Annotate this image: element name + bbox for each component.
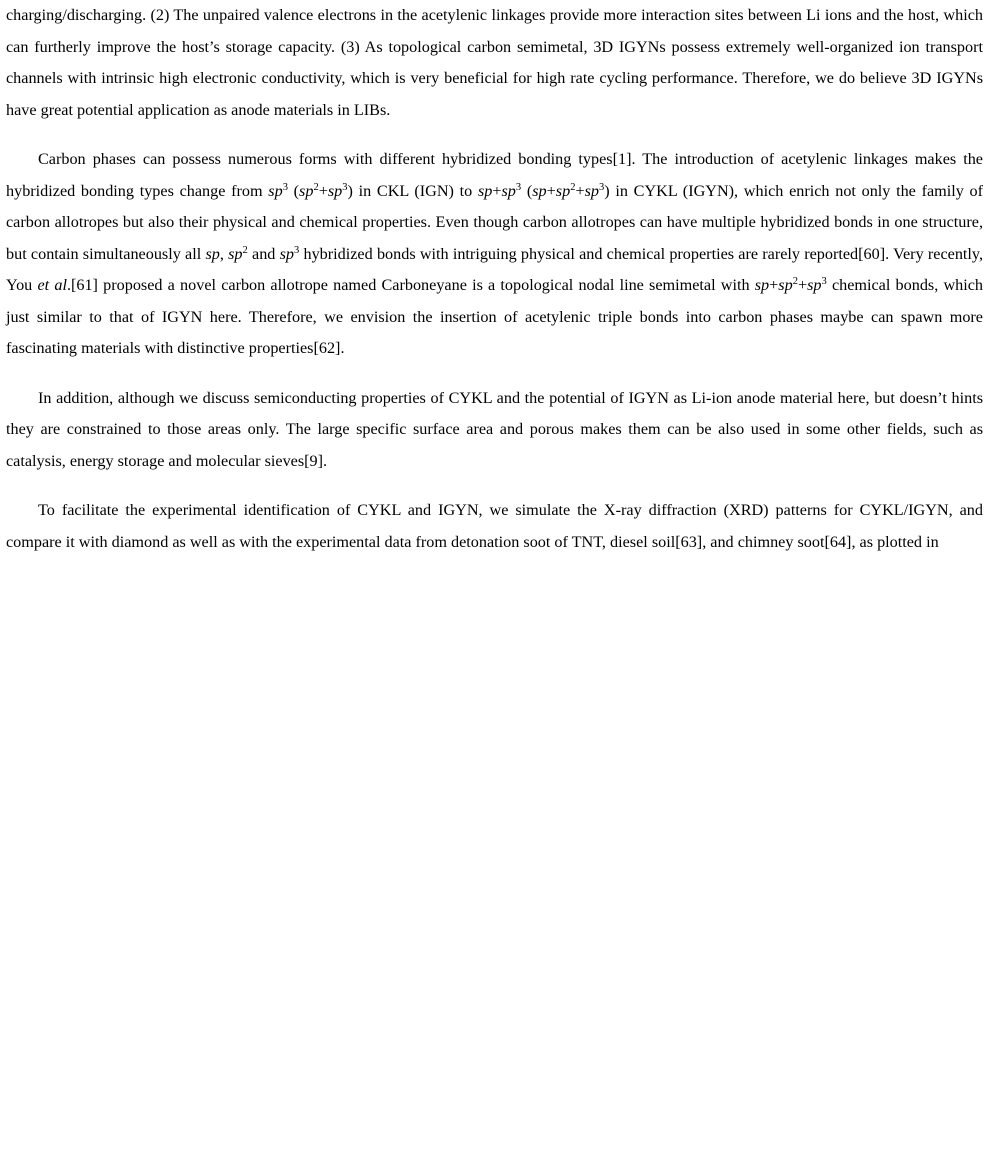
text-run: + [546, 181, 556, 200]
text-run: + [318, 181, 328, 200]
paragraph-xrd [6, 495, 983, 558]
text-run: + [797, 276, 808, 294]
text-run: ( [521, 181, 533, 200]
italic-sp: sp [299, 181, 314, 200]
italic-sp: sp [501, 181, 516, 200]
text-run: in CYKL (IGYN), which enrich not only the family of carbon allotropes but also their physical and chemical properties. Even though carbon allotropes can have multiple hybridized bonds in one structure, but contain simultaneously all [6, 181, 984, 263]
italic-sp: sp [584, 181, 599, 200]
paragraph-applications [6, 383, 983, 478]
text-run: + [769, 276, 779, 294]
text-run: and [247, 244, 280, 263]
text-run: ( [287, 181, 300, 200]
paragraph-continuation [6, 0, 983, 126]
italic-sp: sp [279, 244, 295, 263]
text-run: Carbon phases can possess numerous forms with different hybridized bonding types[1]. The introduction of acetylenic linkages makes the hybridized bonding types change from [6, 150, 983, 200]
paragraph-text: In addition, although we discuss semiconducting properties of CYKL and the potential of IGYN as Li-ion anode material here, but doesn’t hints they are constrained to those areas only. The large specific surface area and porous makes them can be also used in some other fields, such as catalysis, energy storage and molecular sieves[9]. [6, 388, 983, 470]
superscript: 3 [599, 181, 605, 193]
italic-sp: sp [327, 181, 343, 200]
italic-sp: sp [532, 181, 547, 200]
italic-sp: sp [754, 276, 770, 294]
text-run: + [575, 181, 585, 200]
superscript: 3 [282, 181, 288, 193]
text-run: + [492, 181, 502, 200]
italic-sp: sp [268, 181, 283, 200]
italic-sp: sp [807, 276, 822, 294]
italic-al: al [54, 276, 67, 294]
superscript: 3 [515, 181, 522, 193]
superscript: 2 [242, 244, 248, 256]
superscript: 2 [792, 276, 798, 287]
italic-et: et [37, 276, 50, 294]
text-run: ) [604, 181, 610, 200]
superscript: 3 [294, 244, 300, 256]
text-run: .[61] proposed a novel carbon allotrope named Carboneyane is a topological nodal line semimetal with [66, 276, 755, 294]
superscript: 3 [342, 181, 348, 193]
superscript: 2 [570, 181, 576, 193]
text-run: in CKL (IGN) to [352, 181, 478, 200]
text-run: hybridized bonds with intriguing physical and chemical properties are rarely reported[60]. Very recently, You [6, 244, 984, 294]
superscript: 3 [821, 276, 827, 287]
italic-sp: sp [778, 276, 793, 294]
paragraph-text: To facilitate the experimental identification of CYKL and IGYN, we simulate the X-ray diffraction (XRD) patterns for CYKL/IGYN, and compare it with diamond as well as with the experimental data from detonation soot of TNT, diesel soil[63], and chimney soot[64], as plotted in [6, 501, 983, 551]
paragraph-hybridized-bonding [6, 144, 983, 365]
text-run: chemical bonds, which just similar to that of IGYN here. Therefore, we envision the insertion of acetylenic triple bonds into carbon phases maybe can spawn more fascinating materials with distinctive properties[62]. [6, 276, 984, 357]
italic-sp: sp [477, 181, 493, 200]
text-run: ) [347, 181, 353, 200]
italic-sp: sp [228, 244, 243, 263]
paragraph-text: charging/discharging. (2) The unpaired valence electrons in the acetylenic linkages provide more interaction sites between Li ions and the host, which can furtherly improve the host’s storage capacity. (3) As topological carbon semimetal, 3D IGYNs possess extremely well-organized ion transport channels with intrinsic high electronic conductivity, which is very beneficial for high rate cycling performance. Therefore, we do believe 3D IGYNs have great potential application as anode materials in LIBs. [6, 6, 983, 119]
italic-sp: sp [555, 181, 571, 200]
paper-page [6, 0, 983, 558]
superscript: 2 [313, 181, 319, 193]
italic-sp: sp [205, 244, 220, 263]
text-run: , [219, 244, 229, 263]
